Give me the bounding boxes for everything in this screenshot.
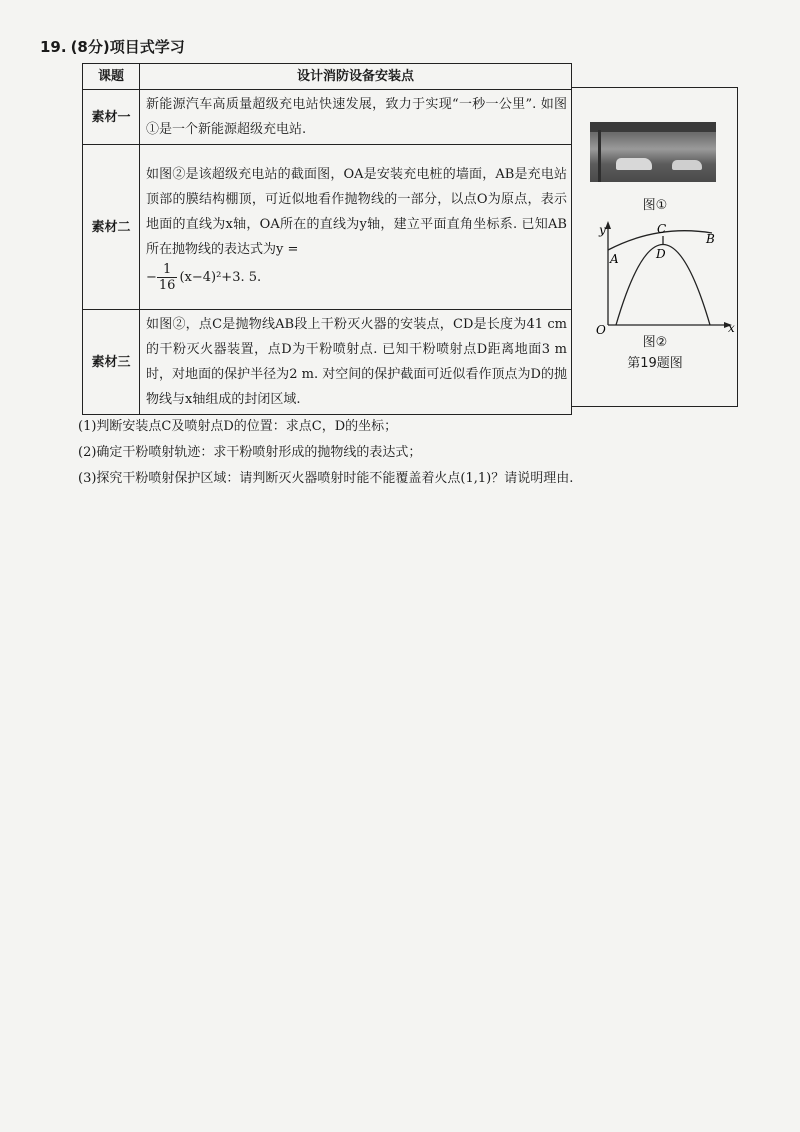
material-3-text: 如图②，点C是抛物线AB段上干粉灭火器的安装点，CD是长度为41 cm的干粉灭火器装置，点D为干粉喷射点. 已知干粉喷射点D距离地面3 m时，对地面的保护半径为2 m. 对空间的保护截面可近似看作顶点为D的抛物线与x轴组成的封闭区域. [140, 310, 572, 415]
material-2-text: 如图②是该超级充电站的截面图，OA是安装充电桩的墙面，AB是充电站顶部的膜结构棚顶，可近似地看作抛物线的一部分，以点O为原点，表示地面的直线为x轴，OA所在的直线为y轴，建立平面直角坐标系. 已知AB所在抛物线的表达式为y = [146, 166, 567, 257]
formula-tail: (x−4)²+3. 5. [179, 269, 262, 285]
fig2-caption: 图② [642, 335, 668, 350]
formula-minus: − [146, 269, 157, 285]
table-row [83, 310, 572, 415]
table-header-row [83, 64, 572, 90]
materials-table [82, 63, 572, 415]
question-number: 19. [40, 38, 67, 56]
sub-question-1: (1)判断安装点C及喷射点D的位置：求点C，D的坐标； [78, 419, 398, 434]
sub-question-2: (2)确定干粉喷射轨迹：求干粉喷射形成的抛物线的表达式； [78, 445, 422, 460]
row-label-material-2: 素材二 [83, 145, 140, 310]
row-label-material-1: 素材一 [83, 90, 140, 145]
header-topic: 课题 [83, 64, 140, 90]
material-2-cell [140, 145, 572, 310]
y-axis-arrow [605, 221, 611, 229]
formula-denominator: 16 [158, 277, 176, 293]
question-points: (8分) [70, 38, 110, 56]
table-row [83, 145, 572, 310]
formula-numerator: 1 [157, 262, 178, 278]
header-design: 设计消防设备安装点 [140, 64, 572, 90]
fig1-caption: 图① [642, 198, 668, 213]
formula-fraction [157, 262, 178, 293]
question-header [40, 36, 185, 57]
label-o: O [596, 323, 606, 337]
table-row [83, 90, 572, 145]
row-label-material-3: 素材三 [83, 310, 140, 415]
figure-cell [572, 87, 738, 407]
sub-questions [78, 414, 573, 492]
label-b: B [706, 232, 715, 246]
label-x: x [728, 321, 735, 335]
material-1-text: 新能源汽车高质量超级充电站快速发展，致力于实现“一秒一公里”. 如图①是一个新能源超级充电站. [140, 90, 572, 145]
label-a: A [610, 252, 619, 266]
question-title: 项目式学习 [109, 38, 185, 56]
label-c: C [657, 222, 667, 236]
label-y: y [599, 223, 606, 237]
label-d: D [656, 247, 666, 261]
sub-question-3: (3)探究干粉喷射保护区域：请判断灭火器喷射时能不能覆盖着火点(1,1)？请说明理由. [78, 471, 574, 486]
figure-title: 第19题图 [627, 356, 683, 371]
